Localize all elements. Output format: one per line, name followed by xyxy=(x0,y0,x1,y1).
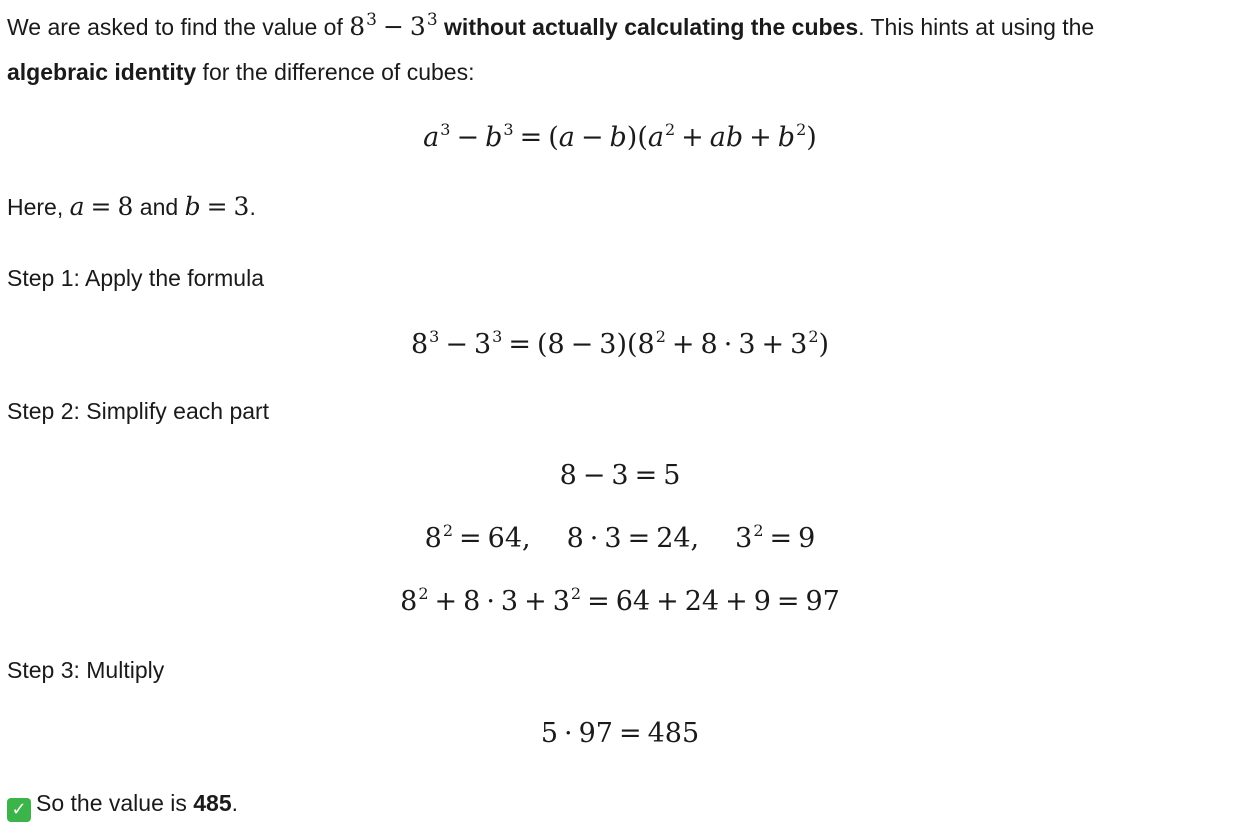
given-and: and xyxy=(133,194,185,220)
step-1-heading: Step 1: Apply the formula xyxy=(7,265,264,291)
step-1-formula: $8^3 - 3^3 = (8 - 3)(8^2 + 8 \cdot 3 + 3^2)$ xyxy=(410,327,830,360)
step-2-difference: 8 − 3 = 5 xyxy=(559,460,681,491)
given-suffix: . xyxy=(249,194,256,220)
step-3-heading: Step 3: Multiply xyxy=(7,657,165,683)
step-3-product: 5 · 97 = 485 xyxy=(540,718,700,749)
conclusion xyxy=(7,788,238,822)
conclusion-label: So the value is xyxy=(36,790,194,816)
intro-bold-identity: algebraic identity xyxy=(7,59,197,85)
intro-text-5: for the difference of cubes: xyxy=(196,59,475,85)
step-2-terms: $8^2 = 64$, 8 · 3 = 24, $3^2 = 9$ xyxy=(424,521,816,554)
step-2-heading: Step 2: Simplify each part xyxy=(7,398,270,424)
intro-bold-phrase: without actually calculating the cubes xyxy=(437,14,859,40)
intro-text-1: We are asked to find the value of xyxy=(7,14,350,40)
given-b: b = 3 xyxy=(184,192,250,221)
given-prefix: Here, xyxy=(7,194,70,220)
step-2-sum: $8^2 + 8 \cdot 3 + 3^2 = 64 + 24 + 9 = 97$ xyxy=(400,584,840,617)
intro-line-1 xyxy=(7,12,1094,45)
check-mark-icon: ✓ xyxy=(7,798,31,822)
given-a: a = 8 xyxy=(69,192,134,221)
intro-line-2 xyxy=(7,57,474,87)
intro-text-3: . This hints at using the xyxy=(858,14,1095,40)
conclusion-suffix: . xyxy=(231,790,239,816)
conclusion-value: 485 xyxy=(193,790,232,816)
given-values xyxy=(7,192,256,222)
intro-expression: $8^3 - 3^3$ xyxy=(349,10,438,41)
identity-formula: $a^3 - b^3 = (a - b)(a^2$ + ab + $b^2$) xyxy=(423,120,817,153)
